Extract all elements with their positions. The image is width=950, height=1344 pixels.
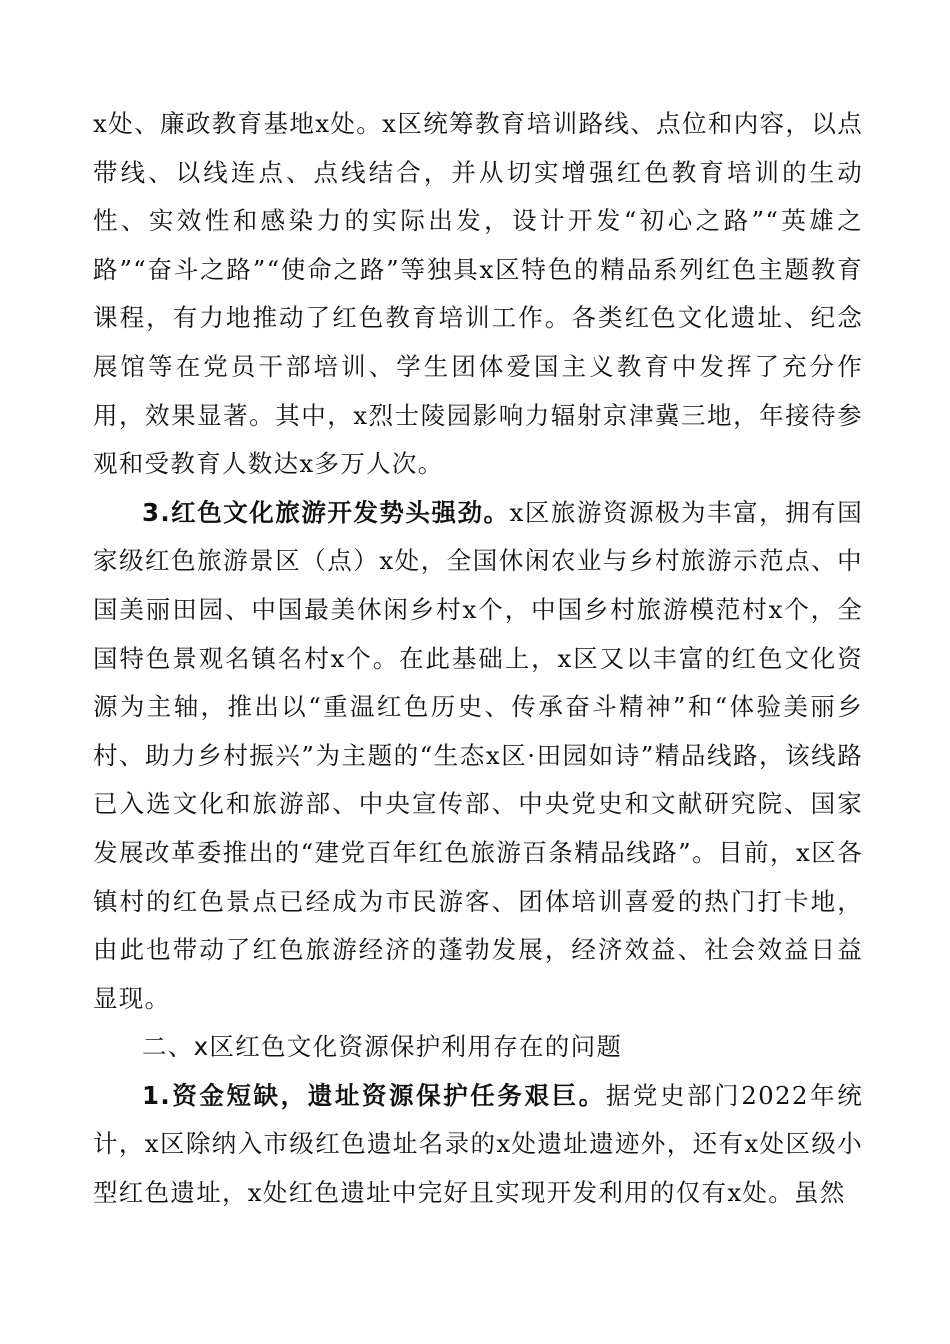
section-heading-problems: 二、x区红色文化资源保护利用存在的问题 [142, 1032, 623, 1062]
paragraph-red-tourism [93, 489, 863, 1024]
paragraph-funding-shortage [93, 1072, 863, 1218]
paragraph-lead-heading: 3.红色文化旅游开发势头强劲。 [142, 497, 510, 527]
paragraph-lead-heading: 1.资金短缺，遗址资源保护任务艰巨。 [142, 1080, 606, 1110]
paragraph-text: 据党史部门2022年统计，x区除纳入市级红色遗址名录的x处遗址遗迹外，还有x处区级小型红色遗址，x处红色遗址中完好且实现开发利用的仅有x处。虽然 [93, 1080, 863, 1208]
paragraph-education-training [93, 100, 863, 489]
paragraph-text: x处、廉政教育基地x处。x区统筹教育培训路线、点位和内容，以点带线、以线连点、点线结合，并从切实增强红色教育培训的生动性、实效性和感染力的实际出发，设计开发“初心之路”“英雄之路”“奋斗之路”“使命之路”等独具x区特色的精品系列红色主题教育课程，有力地推动了红色教育培训工作。各类红色文化遗址、纪念展馆等在党员干部培训、学生团体爱国主义教育中发挥了充分作用，效果显著。其中，x烈士陵园影响力辐射京津冀三地，年接待参观和受教育人数达x多万人次。 [93, 109, 863, 479]
document-body [93, 100, 863, 1218]
paragraph-text: x区旅游资源极为丰富，拥有国家级红色旅游景区（点）x处，全国休闲农业与乡村旅游示范点、中国美丽田园、中国最美休闲乡村x个，中国乡村旅游模范村x个，全国特色景观名镇名村x个。在此基础上，x区又以丰富的红色文化资源为主轴，推出以“重温红色历史、传承奋斗精神”和“体验美丽乡村、助力乡村振兴”为主题的“生态x区·田园如诗”精品线路，该线路已入选文化和旅游部、中央宣传部、中央党史和文献研究院、国家发展改革委推出的“建党百年红色旅游百条精品线路”。目前，x区各镇村的红色景点已经成为市民游客、团体培训喜爱的热门打卡地，由此也带动了红色旅游经济的蓬勃发展，经济效益、社会效益日益显现。 [93, 497, 863, 1013]
